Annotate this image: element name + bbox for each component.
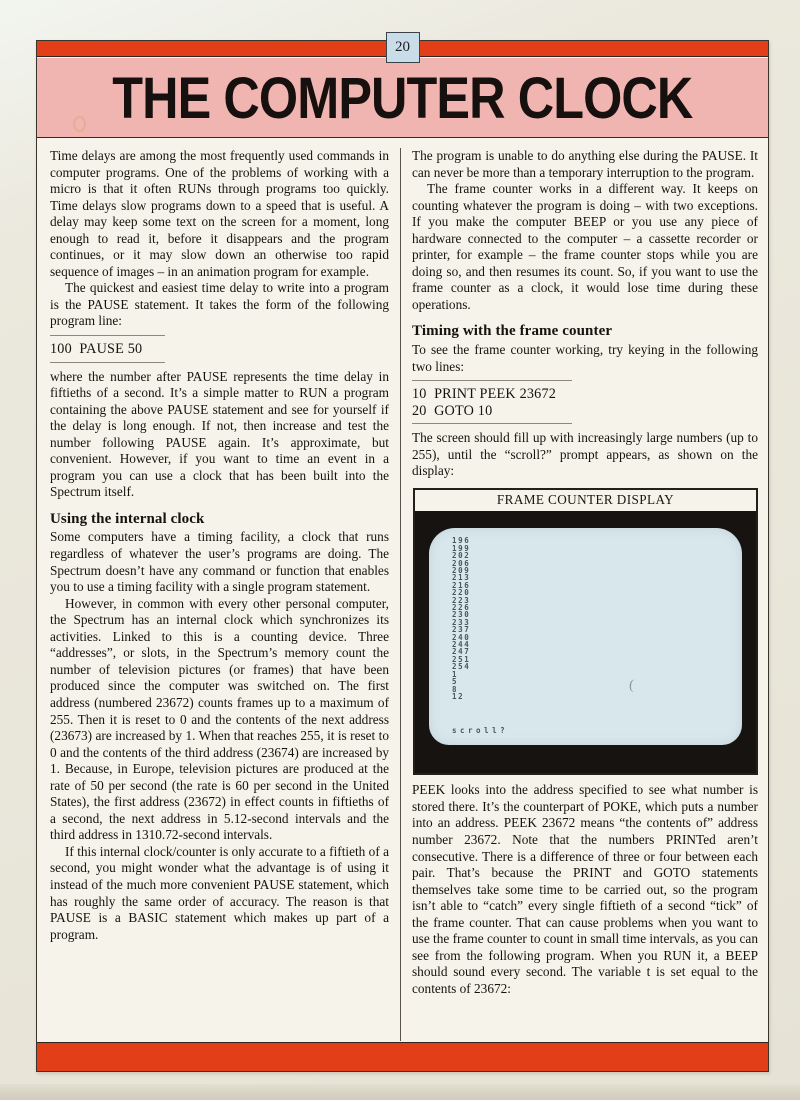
paragraph: The screen should fill up with increasingly large numbers (up to 255), until the “scroll?” prompt appears, as shown on the display:: [412, 430, 758, 479]
page-number: 20: [395, 39, 410, 55]
right-column: [401, 148, 758, 1041]
code-rule: [412, 380, 572, 381]
scan-edge: [0, 1084, 800, 1100]
paragraph: The quickest and easiest time delay to write into a program is the PAUSE statement. It takes the form of the following program line:: [50, 280, 389, 329]
section-heading-frame-counter: Timing with the frame counter: [412, 323, 613, 340]
screen-number-list: 196 199 202 206 209 213 216 220 223 226 230 233 237 240 244 247 251 254 1 5 8 12: [452, 536, 471, 701]
paragraph: Some computers have a timing facility, a clock that runs regardless of whatever the user’s programs are doing. The Spectrum doesn’t have any command or function that enables you to use a timing facility with a single program statement.: [50, 529, 389, 595]
paragraph: However, in common with every other personal computer, the Spectrum has an internal clock which synchronizes its activities. Linked to this is a counting device. Three “addresses”, or slots, in the Spectrum’s memory count the number of television pictures (or frames) that have been produced since the computer was switched on. The first address (numbered 23672) counts frames up to a maximum of 255. Then it is reset to 0 and the contents of the next address (23673) are increased by 1. When that reaches 255, it is reset to 0 and the contents of the third address (23674) are increased by 1. Because, in Europe, television pictures are produced at the rate of 50 per second (the rate is 60 per second in the United States), the first address (23672) in effect counts in fiftieths of a second, the next address in 5.12-second intervals and the third address in 1310.72-second intervals.: [50, 595, 389, 843]
code-rule: [50, 335, 165, 336]
title-banner: [37, 58, 768, 138]
frame-counter-display-figure: [413, 488, 758, 776]
code-listing-peek: [412, 380, 758, 424]
paragraph: The frame counter works in a different way. It keeps on counting whatever the program is doing – with two exceptions. If you make the computer BEEP or you use any piece of hardware connected to the computer – a cassette recorder or printer, for example – the frame counter stops while you are doing so, and then resumes its count. So, if you want to use the frame counter as a clock, it would lose time during these operations.: [412, 181, 758, 312]
paragraph: PEEK looks into the address specified to see what number is stored there. It’s the counterpart of POKE, which puts a number into an address. PEEK 23672 means “the contents of” address number 23672. Note that the numbers PRINTed aren’t consecutive. There is a difference of three or four between each pair. That’s because the PRINT and GOTO statements themselves take some time to be carried out, so the program isn’t able to “catch” every single fiftieth of a second “tick” of the frame counter. That can cause problems when you want to use the frame counter to count in small time intervals, as you can see from the following program. When you RUN it, a BEEP should sound every second. The variable t is set equal to the contents of 23672:: [412, 782, 758, 996]
tv-screen: [429, 528, 742, 745]
code-rule: [50, 362, 165, 363]
section-heading-internal-clock: Using the internal clock: [50, 510, 205, 527]
stamp-mark-icon: [73, 116, 86, 132]
paragraph: Time delays are among the most frequently used commands in computer programs. One of the problems of working with a micro is that it often RUNs through programs too quickly. Time delays slow programs down to a speed that is useful. A delay may keep some text on the screen for a moment, long enough to read it, before it disappears and the program continues, or it may slow down an otherwise too rapid sequence of images – in an animation program for example.: [50, 148, 389, 279]
code-line: 100 PAUSE 50: [50, 341, 143, 358]
page-title: THE COMPUTER CLOCK: [112, 64, 693, 131]
article-body: [37, 139, 768, 1041]
pen-mark: (: [628, 678, 635, 694]
code-line: 20 GOTO 10: [412, 402, 493, 419]
paragraph: where the number after PAUSE represents the time delay in fiftieths of a second. It’s a simple matter to RUN a program containing the above PAUSE statement and see for yourself if the delay is long enough. If not, then increase and test the number following PAUSE again. It’s approximate, but convenient. However, if you want to time an event in a program you can use a clock that has been built into the Spectrum itself.: [50, 368, 389, 500]
left-column: [50, 148, 401, 1041]
paragraph: The program is unable to do anything else during the PAUSE. It can never be more than a temporary interruption to the program.: [412, 148, 758, 180]
page-number-box: [386, 32, 420, 63]
book-page: [36, 40, 769, 1072]
tv-bezel: [415, 511, 756, 773]
code-line: 10 PRINT PEEK 23672: [412, 386, 557, 403]
code-listing-pause: [50, 335, 389, 363]
paragraph: If this internal clock/counter is only accurate to a fiftieth of a second, you might wonder what the advantage is of using it instead of the much more convenient PAUSE statement, which has roughly the same order of accuracy. The reason is that PAUSE is a BASIC statement which makes up part of a program.: [50, 843, 389, 942]
paragraph: To see the frame counter working, try keying in the following two lines:: [412, 342, 758, 374]
scroll-prompt: scroll?: [452, 726, 509, 736]
code-rule: [412, 423, 572, 424]
figure-title: FRAME COUNTER DISPLAY: [496, 491, 675, 507]
bottom-accent-bar: [37, 1042, 768, 1071]
